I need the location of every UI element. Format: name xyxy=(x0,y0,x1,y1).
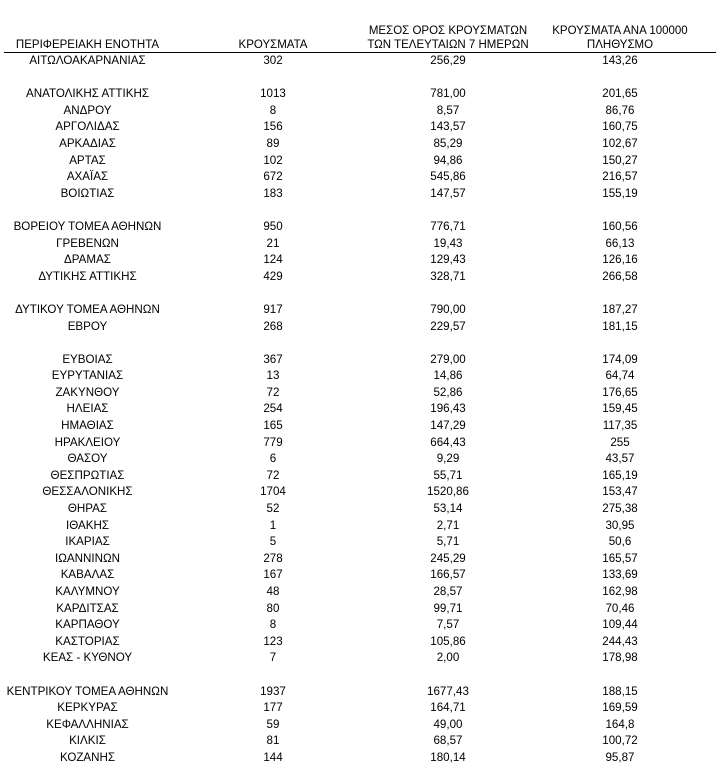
table-row xyxy=(0,733,720,750)
table-body xyxy=(0,53,720,767)
cases-cell: 72 xyxy=(266,468,280,482)
region-cell: ΙΚΑΡΙΑΣ xyxy=(65,535,110,549)
per-100k-cell: 153,47 xyxy=(602,485,638,499)
cases-cell: 268 xyxy=(263,319,283,333)
cases-cell: 367 xyxy=(263,352,283,366)
table-row xyxy=(0,119,720,136)
table-row xyxy=(0,567,720,584)
average-cell: 129,43 xyxy=(430,253,466,267)
region-cell: ΚΑΣΤΟΡΙΑΣ xyxy=(55,634,120,648)
table-row xyxy=(0,269,720,286)
table-row xyxy=(0,518,720,535)
per-100k-cell: 244,43 xyxy=(602,634,638,648)
per-100k-cell: 187,27 xyxy=(602,302,638,316)
table-row xyxy=(0,534,720,551)
cases-cell: 7 xyxy=(269,651,277,665)
region-cell: ΑΙΤΩΛΟΑΚΑΡΝΑΝΙΑΣ xyxy=(29,54,146,67)
table-row xyxy=(0,368,720,385)
region-cell: ΗΜΑΘΙΑΣ xyxy=(61,419,114,433)
average-cell: 85,29 xyxy=(433,136,463,150)
per-100k-cell: 102,67 xyxy=(602,136,638,150)
region-cell: ΚΑΛΥΜΝΟΥ xyxy=(55,585,120,598)
region-cell: ΘΕΣΣΑΛΟΝΙΚΗΣ xyxy=(42,485,133,499)
region-cell: ΓΡΕΒΕΝΩΝ xyxy=(56,236,119,250)
average-cell: 229,57 xyxy=(430,319,466,333)
header-cases-label: ΚΡΟΥΣΜΑΤΑ xyxy=(238,39,308,51)
region-cell: ΘΗΡΑΣ xyxy=(67,502,108,516)
cases-cell: 48 xyxy=(266,585,280,598)
average-cell: 52,86 xyxy=(433,385,463,399)
per-100k-cell: 126,16 xyxy=(602,253,638,267)
table-row xyxy=(0,435,720,452)
per-100k-cell: 150,27 xyxy=(602,153,638,167)
average-cell: 164,71 xyxy=(430,701,466,715)
header-per-line1: ΚΡΟΥΣΜΑΤΑ ΑΝΑ 100000 xyxy=(552,25,688,37)
region-cell: ΖΑΚΥΝΘΟΥ xyxy=(55,385,120,399)
per-100k-cell: 266,58 xyxy=(602,269,638,283)
table-row xyxy=(0,153,720,170)
cases-cell: 177 xyxy=(263,701,283,715)
table-row xyxy=(0,750,720,767)
per-100k-cell: 66,13 xyxy=(605,236,635,250)
average-cell: 245,29 xyxy=(430,551,466,565)
average-cell: 776,71 xyxy=(430,219,466,233)
table-row xyxy=(0,302,720,319)
per-100k-cell: 165,57 xyxy=(602,551,638,565)
region-cell: ΕΒΡΟΥ xyxy=(67,319,108,333)
cases-cell: 1704 xyxy=(260,485,286,499)
cases-cell: 156 xyxy=(263,120,283,134)
cases-cell: 917 xyxy=(263,302,283,316)
cases-cell: 123 xyxy=(263,634,283,648)
header-avg-line2: ΤΩΝ ΤΕΛΕΥΤΑΙΩΝ 7 ΗΜΕΡΩΝ xyxy=(367,39,529,51)
per-100k-cell: 162,98 xyxy=(602,585,638,598)
table-row xyxy=(0,717,720,734)
cases-cell: 254 xyxy=(263,402,283,416)
table-row xyxy=(0,401,720,418)
cases-cell: 1013 xyxy=(260,87,286,101)
cases-cell: 672 xyxy=(263,170,283,184)
cases-cell: 21 xyxy=(266,236,280,250)
per-100k-cell: 255 xyxy=(610,435,630,449)
region-cell: ΚΕΑΣ - ΚΥΘΝΟΥ xyxy=(42,651,133,665)
region-cell: ΑΝΔΡΟΥ xyxy=(63,103,112,117)
table-row xyxy=(0,136,720,153)
average-cell: 7,57 xyxy=(436,618,460,632)
average-cell: 147,29 xyxy=(430,419,466,433)
region-cell: ΒΟΡΕΙΟΥ ΤΟΜΕΑ ΑΘΗΝΩΝ xyxy=(13,219,162,233)
cases-cell: 1937 xyxy=(260,684,286,698)
cases-cell: 59 xyxy=(266,717,280,731)
per-100k-cell: 30,95 xyxy=(605,518,635,532)
average-cell: 2,71 xyxy=(436,518,460,532)
region-cell: ΚΑΡΔΙΤΣΑΣ xyxy=(56,601,119,615)
average-cell: 143,57 xyxy=(430,120,466,134)
region-cell: ΚΕΡΚΥΡΑΣ xyxy=(57,701,118,715)
table-row xyxy=(0,451,720,468)
table-row xyxy=(0,418,720,435)
cases-cell: 8 xyxy=(269,103,277,117)
region-cell: ΑΡΤΑΣ xyxy=(69,153,106,167)
per-100k-cell: 86,76 xyxy=(605,103,635,117)
table-row xyxy=(0,468,720,485)
region-cell: ΑΝΑΤΟΛΙΚΗΣ ΑΤΤΙΚΗΣ xyxy=(25,87,149,101)
per-100k-cell: 155,19 xyxy=(602,186,638,200)
region-cell: ΔΡΑΜΑΣ xyxy=(64,253,111,267)
region-cell: ΚΟΖΑΝΗΣ xyxy=(59,750,116,764)
cases-cell: 183 xyxy=(263,186,283,200)
region-cell: ΕΥΡΥΤΑΝΙΑΣ xyxy=(51,369,124,383)
average-cell: 256,29 xyxy=(430,54,466,67)
region-cell: ΕΥΒΟΙΑΣ xyxy=(62,352,113,366)
per-100k-cell: 133,69 xyxy=(602,568,638,582)
region-cell: ΘΕΣΠΡΩΤΙΑΣ xyxy=(50,468,125,482)
table-row xyxy=(0,584,720,601)
header-cases-per-100k xyxy=(530,24,710,52)
cases-cell: 81 xyxy=(266,734,280,748)
per-100k-cell: 164,8 xyxy=(605,717,635,731)
average-cell: 781,00 xyxy=(430,87,466,101)
per-100k-cell: 169,59 xyxy=(602,701,638,715)
table-row xyxy=(0,319,720,336)
table-row xyxy=(0,186,720,203)
region-cell: ΑΧΑΪΑΣ xyxy=(66,170,109,184)
per-100k-cell: 201,65 xyxy=(602,87,638,101)
per-100k-cell: 188,15 xyxy=(602,684,638,698)
region-cell: ΔΥΤΙΚΗΣ ΑΤΤΙΚΗΣ xyxy=(38,269,137,283)
per-100k-cell: 181,15 xyxy=(602,319,638,333)
table-row xyxy=(0,352,720,369)
per-100k-cell: 159,45 xyxy=(602,402,638,416)
average-cell: 1677,43 xyxy=(427,684,469,698)
cases-cell: 52 xyxy=(266,502,280,516)
table-row xyxy=(0,684,720,701)
per-100k-cell: 275,38 xyxy=(602,502,638,516)
cases-cell: 13 xyxy=(266,369,280,383)
table-row xyxy=(0,169,720,186)
average-cell: 105,86 xyxy=(430,634,466,648)
table-row xyxy=(0,501,720,518)
region-cell: ΑΡΓΟΛΙΔΑΣ xyxy=(55,120,120,134)
per-100k-cell: 160,75 xyxy=(602,120,638,134)
per-100k-cell: 165,19 xyxy=(602,468,638,482)
cases-cell: 89 xyxy=(266,136,280,150)
average-cell: 28,57 xyxy=(433,585,463,598)
table-row xyxy=(0,385,720,402)
average-cell: 99,71 xyxy=(433,601,463,615)
cases-cell: 429 xyxy=(263,269,283,283)
average-cell: 5,71 xyxy=(436,535,460,549)
region-cell: ΘΑΣΟΥ xyxy=(67,452,108,466)
cases-cell: 6 xyxy=(269,452,277,466)
header-seven-day-average xyxy=(348,24,548,52)
average-cell: 14,86 xyxy=(433,369,463,383)
cases-cell: 167 xyxy=(263,568,283,582)
average-cell: 68,57 xyxy=(433,734,463,748)
cases-cell: 302 xyxy=(263,54,283,67)
average-cell: 9,29 xyxy=(436,452,460,466)
header-region-label: ΠΕΡΙΦΕΡΕΙΑΚΗ ΕΝΟΤΗΤΑ xyxy=(15,39,160,51)
table-row xyxy=(0,86,720,103)
cases-cell: 779 xyxy=(263,435,283,449)
table-row xyxy=(0,103,720,120)
per-100k-cell: 176,65 xyxy=(602,385,638,399)
table-row xyxy=(0,634,720,651)
region-cell: ΑΡΚΑΔΙΑΣ xyxy=(59,136,116,150)
table-row xyxy=(0,53,720,70)
average-cell: 166,57 xyxy=(430,568,466,582)
average-cell: 147,57 xyxy=(430,186,466,200)
table-row xyxy=(0,601,720,618)
average-cell: 790,00 xyxy=(430,302,466,316)
table-row xyxy=(0,700,720,717)
cases-cell: 1 xyxy=(269,518,277,532)
per-100k-cell: 50,6 xyxy=(608,535,632,549)
average-cell: 55,71 xyxy=(433,468,463,482)
table-row xyxy=(0,252,720,269)
region-cell: ΚΕΝΤΡΙΚΟΥ ΤΟΜΕΑ ΑΘΗΝΩΝ xyxy=(6,684,169,698)
average-cell: 1520,86 xyxy=(427,485,469,499)
region-cell: ΒΟΙΩΤΙΑΣ xyxy=(60,186,115,200)
region-cell: ΚΑΒΑΛΑΣ xyxy=(60,568,115,582)
per-100k-cell: 43,57 xyxy=(605,452,635,466)
table-row xyxy=(0,617,720,634)
per-100k-cell: 160,56 xyxy=(602,219,638,233)
average-cell: 545,86 xyxy=(430,170,466,184)
cases-cell: 144 xyxy=(263,750,283,764)
cases-cell: 80 xyxy=(266,601,280,615)
average-cell: 19,43 xyxy=(433,236,463,250)
cases-cell: 124 xyxy=(263,253,283,267)
per-100k-cell: 178,98 xyxy=(602,651,638,665)
header-per-line2: ΠΛΗΘΥΣΜΟ xyxy=(586,39,654,51)
per-100k-cell: 174,09 xyxy=(602,352,638,366)
cases-cell: 5 xyxy=(269,535,277,549)
region-cell: ΙΘΑΚΗΣ xyxy=(65,518,110,532)
per-100k-cell: 117,35 xyxy=(602,419,638,433)
per-100k-cell: 143,26 xyxy=(602,54,638,67)
cases-cell: 950 xyxy=(263,219,283,233)
region-cell: ΗΛΕΙΑΣ xyxy=(66,402,109,416)
table-row xyxy=(0,484,720,501)
per-100k-cell: 64,74 xyxy=(605,369,635,383)
table-row xyxy=(0,219,720,236)
average-cell: 196,43 xyxy=(430,402,466,416)
cases-cell: 102 xyxy=(263,153,283,167)
average-cell: 8,57 xyxy=(436,103,460,117)
region-cell: ΗΡΑΚΛΕΙΟΥ xyxy=(54,435,121,449)
average-cell: 2,00 xyxy=(436,651,460,665)
per-100k-cell: 100,72 xyxy=(602,734,638,748)
cases-cell: 165 xyxy=(263,419,283,433)
average-cell: 49,00 xyxy=(433,717,463,731)
average-cell: 664,43 xyxy=(430,435,466,449)
table-row xyxy=(0,551,720,568)
cases-cell: 8 xyxy=(269,618,277,632)
per-100k-cell: 109,44 xyxy=(602,618,638,632)
header-region xyxy=(0,38,175,52)
region-cell: ΚΑΡΠΑΘΟΥ xyxy=(55,618,120,632)
average-cell: 94,86 xyxy=(433,153,463,167)
header-cases xyxy=(228,38,318,52)
average-cell: 328,71 xyxy=(430,269,466,283)
cases-cell: 278 xyxy=(263,551,283,565)
region-cell: ΚΙΛΚΙΣ xyxy=(69,734,106,748)
region-cell: ΙΩΑΝΝΙΝΩΝ xyxy=(55,551,120,565)
region-cell: ΚΕΦΑΛΛΗΝΙΑΣ xyxy=(46,717,129,731)
per-100k-cell: 70,46 xyxy=(605,601,635,615)
average-cell: 180,14 xyxy=(430,750,466,764)
cases-cell: 72 xyxy=(266,385,280,399)
region-cell: ΔΥΤΙΚΟΥ ΤΟΜΕΑ ΑΘΗΝΩΝ xyxy=(15,302,160,316)
average-cell: 279,00 xyxy=(430,352,466,366)
per-100k-cell: 216,57 xyxy=(602,170,638,184)
header-avg-line1: ΜΕΣΟΣ ΟΡΟΣ ΚΡΟΥΣΜΑΤΩΝ xyxy=(368,25,528,37)
table-row xyxy=(0,236,720,253)
average-cell: 53,14 xyxy=(433,502,463,516)
table-row xyxy=(0,650,720,667)
per-100k-cell: 95,87 xyxy=(605,750,635,764)
